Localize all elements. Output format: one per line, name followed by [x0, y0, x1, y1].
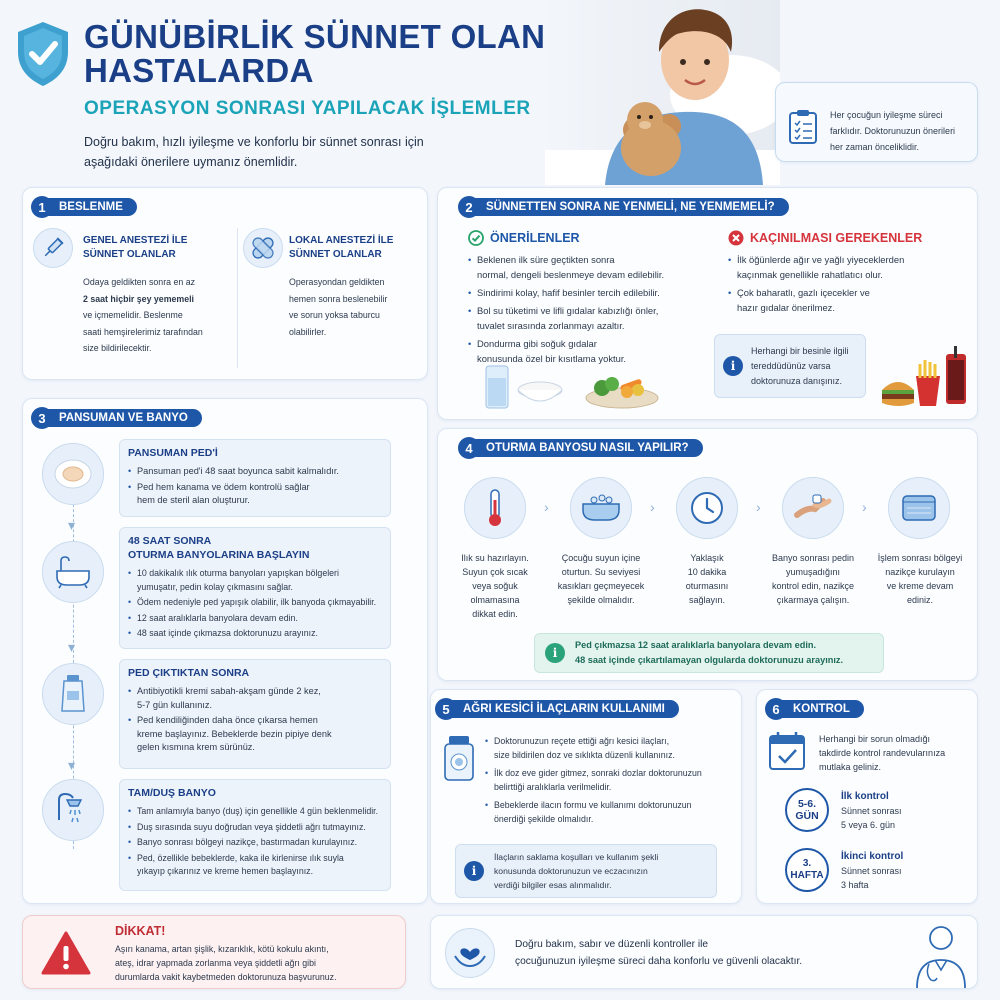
section-2-header: 2 SÜNNETTEN SONRA NE YENMELİ, NE YENMEMELİ?	[458, 196, 789, 218]
list-item: • 12 saat aralıklarla banyolara devam edin.	[128, 612, 382, 626]
dressing-pad-box: PANSUMAN PED'İ • Pansuman ped'i 48 saat boyunca sabit kalmalıdır. • Ped hem kanama ve ödem kontrolü sağlar hem de steril alan oluşturur.	[119, 439, 391, 517]
bathtub-step-icon	[570, 477, 632, 539]
medicine-bottle-icon	[441, 734, 477, 782]
arrow-down-icon: ▾	[68, 639, 76, 655]
pad-icon	[42, 443, 104, 505]
thermometer-icon	[464, 477, 526, 539]
page-subtitle: OPERASYON SONRASI YAPILACAK İŞLEMLER	[84, 98, 531, 119]
step-4-text: Banyo sonrası pedin yumuşadığını kontrol edin, nazikçe çıkarmaya çalışın.	[771, 553, 855, 605]
step-1-text: Ilık su hazırlayın. Suyun çok sıcak veya soğuk olmamasına dikkat edin.	[461, 553, 529, 619]
arrow-down-icon: ▾	[68, 517, 76, 533]
section-3-header: 3 PANSUMAN VE BANYO	[31, 407, 202, 429]
calendar-check-icon	[767, 730, 807, 772]
section-1-header: 1 BESLENME	[31, 196, 137, 218]
section-diet	[437, 187, 978, 420]
list-item: • İlk öğünlerde ağır ve yağlı yiyeceklerden kaçınmak genellikle rahatlatıcı olur.	[728, 252, 973, 282]
list-item: • Ped, özellikle bebeklerde, kaka ile kirlenirse ılık suyla yıkayıp çıkarınız ve kreme hemen başlayınız.	[128, 852, 382, 879]
heart-hands-icon	[445, 928, 495, 978]
cream-tube-icon	[42, 663, 104, 725]
section-6-header: 6 KONTROL	[765, 698, 864, 720]
arrow-right-icon: ›	[862, 499, 867, 515]
warning-triangle-icon	[41, 930, 91, 976]
shower-box: TAM/DUŞ BANYO • Tam anlamıyla banyo (duş) için genellikle 4 gün beklenmelidir. • Duş sırasında suyu doğrudan veya şiddetli ağrı tutmayınız. • Banyo sonrası bölgeyi nazikçe, bastırmadan kurulayınız. • Ped, özellikle bebeklerde, kaka ile kirlenirse ılık suyla yıkayıp çıkarınız ve kreme hemen başlayınız.	[119, 779, 391, 891]
bandage-icon	[243, 228, 283, 268]
list-item: • Tam anlamıyla banyo (duş) için genellikle 4 gün beklenmelidir.	[128, 805, 382, 819]
list-item: • Duş sırasında suyu doğrudan veya şiddetli ağrı tutmayınız.	[128, 821, 382, 835]
list-item: • Banyo sonrası bölgeyi nazikçe, bastırmadan kurulayınız.	[128, 836, 382, 850]
list-item: • Ped kendiliğinden daha önce çıkarsa hemen kreme başlayınız. Bebeklerde bezin pipiye denk gelen kısmına krem sürünüz.	[128, 714, 382, 755]
sitz-bath-info-box: i Ped çıkmazsa 12 saat aralıklarla banyolara devam edin. 48 saat içinde çıkartılamayan olgularda doktorunuzu arayınız.	[534, 633, 884, 673]
page-title	[84, 20, 604, 88]
step-3-text: Yaklaşık 10 dakika oturmasını sağlayın.	[685, 553, 729, 605]
painkiller-list	[485, 734, 737, 830]
sitz-bath-box: 48 SAAT SONRA OTURMA BANYOLARINA BAŞLAYIN • 10 dakikalık ılık oturma banyoları yapışkan bölgeleri yumuşatır, pedin kolay çıkmasını sağlar. • Ödem nedeniyle ped yapışık olabilir, ilk banyoda çıkmayabilir. • 12 saat aralıklarla banyolara devam edin. • 48 saat içinde çıkmazsa doktorunuzu arayınız.	[119, 527, 391, 649]
after-pad-box: PED ÇIKTIKTAN SONRA • Antibiyotikli kremi sabah-akşam günde 2 kez, 5-7 gün kullanınız. • Ped kendiliğinden daha önce çıkarsa hemen kreme başlayınız. Bebeklerde bezin pipiye denk gelen kısmına krem sürünüz.	[119, 659, 391, 769]
local-anesthesia-text: Operasyondan geldikten hemen sonra beslenebilir ve sorun yoksa taburcu olabilirler.	[289, 277, 388, 337]
clock-icon	[676, 477, 738, 539]
info-icon: i	[723, 356, 743, 376]
first-control-badge: 5-6. GÜN	[785, 788, 829, 832]
recommended-list	[468, 252, 718, 366]
towel-icon	[888, 477, 950, 539]
first-control-text: İlk kontrol Sünnet sonrası 5 veya 6. gün	[841, 791, 902, 830]
list-item: • Çok baharatlı, gazlı içecekler ve hazır gıdalar önerilmez.	[728, 285, 973, 315]
doctor-priority-note: Her çocuğun iyileşme süreci farklıdır. Doktorunuzun önerileri her zaman önceliklidir.	[775, 82, 978, 162]
list-item: • Pansuman ped'i 48 saat boyunca sabit kalmalıdır.	[128, 465, 382, 479]
local-anesthesia-title: LOKAL ANESTEZİ İLE SÜNNET OLANLAR	[289, 235, 394, 260]
avoid-list	[728, 252, 973, 315]
x-circle-icon	[728, 230, 744, 246]
list-item: • Sindirimi kolay, hafif besinler tercih edilebilir.	[468, 285, 718, 300]
footer-message	[430, 915, 978, 989]
list-item: • İlk doz eve gider gitmez, sonraki dozlar doktorunuzun belirttiği aralıklarla verilmelidir.	[485, 766, 737, 794]
list-item: • Bebeklerde ilacın formu ve kullanımı doktorunuzun önerdiği şekilde olmalıdır.	[485, 798, 737, 826]
list-item: • Ped hem kanama ve ödem kontrolü sağlar hem de steril alan oluşturur.	[128, 481, 382, 508]
avoid-column	[728, 230, 973, 318]
info-icon: i	[545, 643, 565, 663]
follow-up-intro: Herhangi bir sorun olmadığı takdirde kontrol randevularınıza mutlaka geliniz.	[819, 734, 946, 772]
info-icon: i	[464, 861, 484, 881]
painkiller-info-box: i İlaçların saklama koşulları ve kullanım şekli konusunda doktorunuzun ve eczacınızın verdiği bilgiler esas alınmalıdır.	[455, 844, 717, 898]
shield-logo-icon	[14, 20, 72, 88]
list-item: • 48 saat içinde çıkmazsa doktorunuzu arayınız.	[128, 627, 382, 641]
child-with-teddy-bear-illustration	[545, 0, 780, 185]
list-item: • Ödem nedeniyle ped yapışık olabilir, ilk banyoda çıkmayabilir.	[128, 596, 382, 610]
hands-check-icon	[782, 477, 844, 539]
healthy-food-illustration	[482, 360, 662, 412]
section-follow-up	[756, 689, 978, 904]
title-line-2: HASTALARDA	[84, 52, 314, 89]
avoid-title: KAÇINILMASI GEREKENLER	[750, 231, 923, 245]
section-4-header: 4 OTURMA BANYOSU NASIL YAPILIR?	[458, 437, 703, 459]
section-nutrition	[22, 187, 428, 380]
second-control-badge: 3. HAFTA	[785, 848, 829, 892]
arrow-right-icon: ›	[756, 499, 761, 515]
arrow-right-icon: ›	[650, 499, 655, 515]
section-sitz-bath-steps	[437, 428, 978, 681]
warning-title: DİKKAT!	[115, 924, 166, 938]
footer-text: Doğru bakım, sabır ve düzenli kontroller ile çocuğunuzun iyileşme süreci daha konforlu ve güvenli olacaktır.	[515, 939, 803, 967]
list-item: • Dondurma gibi soğuk gıdalar konusunda özel bir kısıtlama yoktur.	[468, 336, 718, 366]
section-dressing-bath	[22, 398, 428, 904]
list-item: • Beklenen ilk süre geçtikten sonra normal, dengeli beslenmeye devam edilebilir.	[468, 252, 718, 282]
clipboard-icon	[788, 109, 818, 145]
second-control-text: İkinci kontrol Sünnet sonrası 3 hafta	[841, 851, 904, 890]
syringe-icon	[33, 228, 73, 268]
section-5-header: 5 AĞRI KESİCİ İLAÇLARIN KULLANIMI	[435, 698, 679, 720]
step-2-text: Çocuğu suyun içine oturtun. Su seviyesi kasıkları geçmeyecek şekilde olmalıdır.	[557, 553, 645, 605]
shower-icon	[42, 779, 104, 841]
intro-text: Doğru bakım, hızlı iyileşme ve konforlu bir sünnet sonrası için aşağıdaki önerilere uymanız önemlidir.	[84, 135, 424, 169]
fast-food-illustration	[878, 346, 974, 412]
bathtub-icon	[42, 541, 104, 603]
step-5-text: İşlem sonrası bölgeyi nazikçe kurulayın ve kreme devam ediniz.	[877, 553, 963, 605]
diet-info-box: i Herhangi bir besinle ilgili tereddüdünüz varsa doktorunuza danışınız.	[714, 334, 866, 398]
title-line-1: GÜNÜBİRLİK SÜNNET OLAN	[84, 18, 546, 55]
doctor-icon	[909, 920, 973, 988]
list-item: • 10 dakikalık ılık oturma banyoları yapışkan bölgeleri yumuşatır, pedin kolay çıkmasını sağlar.	[128, 567, 382, 594]
general-anesthesia-text: Odaya geldikten sonra en az 2 saat hiçbir şey yememeli ve içmemelidir. Beslenme saati hemşirelerimiz tarafından size bildirilecektir.	[83, 277, 203, 353]
list-item: • Antibiyotikli kremi sabah-akşam günde 2 kez, 5-7 gün kullanınız.	[128, 685, 382, 712]
recommended-column	[468, 230, 718, 369]
general-anesthesia-title: GENEL ANESTEZİ İLE SÜNNET OLANLAR	[83, 235, 188, 260]
recommended-title: ÖNERİLENLER	[490, 231, 580, 245]
section-painkillers	[430, 689, 742, 904]
arrow-down-icon: ▾	[68, 757, 76, 773]
list-item: • Bol su tüketimi ve lifli gıdalar kabızlığı önler, tuvalet sırasında zorlanmayı azaltır.	[468, 303, 718, 333]
arrow-right-icon: ›	[544, 499, 549, 515]
warning-box	[22, 915, 406, 989]
check-circle-icon	[468, 230, 484, 246]
list-item: • Doktorunuzun reçete ettiği ağrı kesici ilaçları, size bildirilen doz ve sıklıkta düzenli kullanınız.	[485, 734, 737, 762]
warning-text: Aşırı kanama, artan şişlik, kızarıklık, kötü kokulu akıntı, ateş, idrar yapmada zorlanma veya şiddetli ağrı gibi durumlarda vakit kaybetmeden doktorunuza başvurunuz.	[115, 944, 337, 982]
